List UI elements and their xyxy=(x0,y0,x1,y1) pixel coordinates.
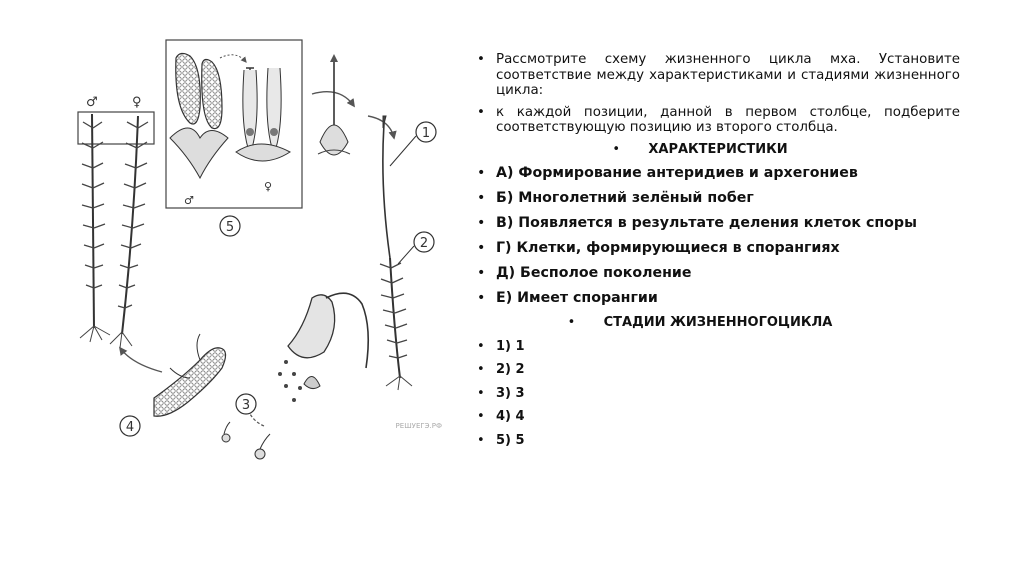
label-4 xyxy=(120,416,140,436)
gametangia-highlight-box xyxy=(78,112,154,144)
stage-1: • 1) 1 xyxy=(476,339,960,355)
stage-5: • 5) 5 xyxy=(476,433,960,449)
svg-text:2: 2 xyxy=(419,236,429,251)
characteristic-v: • В) Появляется в результате деления клеток споры xyxy=(476,215,960,232)
characteristic-a: • А) Формирование антеридиев и архегониев xyxy=(476,165,960,182)
svg-text:5: 5 xyxy=(225,220,235,235)
capsule-releasing-spores xyxy=(278,277,370,402)
stage-3: • 3) 3 xyxy=(476,386,960,402)
gametophyte-plants xyxy=(78,95,154,348)
label-2 xyxy=(398,232,434,264)
characteristic-b: • Б) Многолетний зелёный побег xyxy=(476,190,960,207)
svg-text:4: 4 xyxy=(125,420,135,435)
question-panel xyxy=(476,52,960,456)
characteristic-d: • Д) Бесполое поколение xyxy=(476,265,960,282)
young-sporophyte xyxy=(318,54,350,155)
germinating-spore xyxy=(222,422,270,459)
svg-text:1: 1 xyxy=(421,126,431,141)
protonema xyxy=(154,334,226,416)
characteristic-e: • Е) Имеет спорангии xyxy=(476,290,960,307)
watermark: РЕШУЕГЭ.РФ xyxy=(395,422,442,430)
characteristics-heading: • ХАРАКТЕРИСТИКИ xyxy=(612,141,788,157)
stages-heading: • СТАДИИ ЖИЗНЕННОГОЦИКЛА xyxy=(567,315,833,330)
label-3 xyxy=(236,394,256,414)
box-male-symbol: ♂ xyxy=(184,194,194,207)
gametangia-detail-box xyxy=(166,40,302,208)
label-5 xyxy=(220,216,240,236)
stage-4: • 4) 4 xyxy=(476,409,960,425)
male-symbol: ♂ xyxy=(86,95,98,110)
intro-text: • Рассмотрите схему жизненного цикла мха. Установите соответствие между характеристиками и стадиями жизненного цикла: xyxy=(476,52,960,99)
characteristic-g: • Г) Клетки, формирующиеся в спорангиях xyxy=(476,240,960,257)
instruction-text: • к каждой позиции, данной в первом столбце, подберите соответствующую позицию из второго столбца. xyxy=(476,105,960,136)
moss-life-cycle-diagram xyxy=(50,28,460,468)
label-1 xyxy=(390,122,436,166)
svg-text:3: 3 xyxy=(241,398,251,413)
box-female-symbol: ♀ xyxy=(264,180,273,193)
stage-2: • 2) 2 xyxy=(476,362,960,378)
female-symbol: ♀ xyxy=(132,95,142,110)
